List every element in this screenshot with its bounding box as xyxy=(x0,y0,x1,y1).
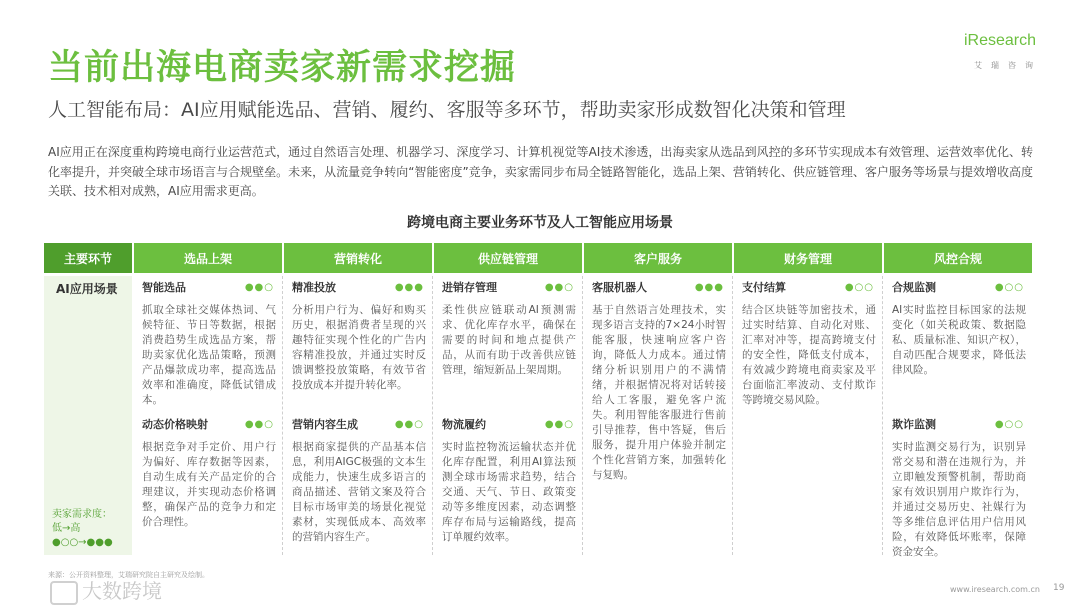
scenario-cell xyxy=(292,279,426,393)
demand-label: 卖家需求度： xyxy=(52,509,112,520)
demand-dots: ●●● xyxy=(394,282,424,293)
scenario-text: 分析用户行为、偏好和购买历史，根据消费者呈现的兴趣特征实现个性化的广告内容精准投放，并通过实时反馈调整投放策略，有效节省投放成本并提升转化率。 xyxy=(292,304,426,391)
demand-dots: ●○○→●●● xyxy=(52,537,113,548)
scenario-cell xyxy=(742,279,876,408)
scenario-title: 智能选品 xyxy=(142,281,186,294)
scenario-title: 客服机器人 xyxy=(592,281,647,294)
scenario-title: 物流履约 xyxy=(442,418,486,431)
column-customer-service xyxy=(584,276,733,555)
scenario-text: 基于自然语言处理技术，实现多语言支持的7×24小时智能客服，快速响应客户咨询，降低人力成本。通过情绪分析识别用户的不满情绪，并根据情况将对话转接给人工客服，避免客户流失。利用智能客服进行售前引导推荐，售中答疑，售后服务，提升用户体验并制定个性化营销方案，加强转化与复购。 xyxy=(592,304,726,481)
demand-dots: ●●○ xyxy=(544,419,574,430)
column-marketing xyxy=(284,276,433,555)
scenario-cell xyxy=(292,416,426,545)
page-title: 当前出海电商卖家新需求挖掘 xyxy=(48,48,517,88)
column-risk-compliance xyxy=(884,276,1032,558)
scenario-title: 动态价格映射 xyxy=(142,418,208,431)
table-title: 跨境电商主要业务环节及人工智能应用场景 xyxy=(407,215,673,231)
watermark-logo-icon xyxy=(50,581,78,605)
demand-dots: ●○○ xyxy=(994,419,1024,430)
header-col-3: 供应链管理 xyxy=(434,243,582,273)
watermark-text: 大数跨境 xyxy=(82,579,162,603)
demand-legend xyxy=(52,508,113,550)
column-finance xyxy=(734,276,883,555)
scenario-table xyxy=(44,243,1032,558)
demand-dots: ●○○ xyxy=(994,282,1024,293)
demand-dots: ●●● xyxy=(694,282,724,293)
scenario-text: 根据竞争对手定价、用户行为偏好、库存数据等因素，自动生成有关产品定价的合理建议，并实现动态价格调整，确保产品的竞争力和定价合理性。 xyxy=(142,441,276,528)
header-col-4: 客户服务 xyxy=(584,243,732,273)
scenario-cell xyxy=(442,416,576,545)
header-col-1: 选品上架 xyxy=(134,243,282,273)
demand-scale: 低→高 xyxy=(52,523,81,534)
row-label-cell xyxy=(44,276,132,555)
header-col-2: 营销转化 xyxy=(284,243,432,273)
scenario-text: 结合区块链等加密技术，通过实时结算、自动化对账、汇率对冲等，提高跨境支付的安全性，降低支付成本，有效减少跨境电商卖家及平台面临汇率波动、支付欺诈等跨境交易风险。 xyxy=(742,304,876,406)
footer-url: www.iresearch.com.cn xyxy=(950,585,1040,594)
scenario-title: 精准投放 xyxy=(292,281,336,294)
scenario-title: 欺诈监测 xyxy=(892,418,936,431)
scenario-text: AI实时监控目标国家的法规变化（如关税政策、数据隐私、质量标准、知识产权），自动匹配合规要求，降低法律风险。 xyxy=(892,304,1026,376)
page-number: 19 xyxy=(1053,583,1065,593)
scenario-cell xyxy=(442,279,576,378)
scenario-title: 进销存管理 xyxy=(442,281,497,294)
demand-dots: ●●○ xyxy=(244,282,274,293)
scenario-cell xyxy=(892,279,1026,378)
intro-paragraph: AI应用正在深度重构跨境电商行业运营范式，通过自然语言处理、机器学习、深度学习、计算机视觉等AI技术渗透，出海卖家从选品到风控的多环节实现成本有效管理、运营效率优化、转化率提升，并突破全球市场语言与合规壁垒。未来，从流量竞争转向“智能密度”竞争，卖家需同步布局全链路智能化，选品上架、营销转化、供应链管理、客户服务等场景与提效增收高度关联、技术相对成熟，AI应用需求更高。 xyxy=(48,145,1033,198)
scenario-title: 营销内容生成 xyxy=(292,418,358,431)
scenario-cell xyxy=(592,279,726,483)
scenario-text: 实时监控物流运输状态并优化库存配置，利用AI算法预测全球市场需求趋势，结合交通、天气、节日、政策变动等多维度因素，动态调整库存布局与运输路线，提高订单履约效率。 xyxy=(442,441,576,543)
column-supply-chain xyxy=(434,276,583,555)
watermark xyxy=(50,575,162,605)
logo-cn: 艾瑞咨询 xyxy=(974,61,1042,70)
scenario-title: 支付结算 xyxy=(742,281,786,294)
scenario-title: 合规监测 xyxy=(892,281,936,294)
header-col-6: 风控合规 xyxy=(884,243,1032,273)
scenario-cell xyxy=(142,416,276,530)
scenario-text: 实时监测交易行为，识别异常交易和潜在违规行为，并立即触发预警机制，帮助商家有效识别用户欺诈行为，并通过交易历史、社媒行为等多维信息评估用户信用风险，有效降低坏账率，保障资金安全。 xyxy=(892,441,1026,558)
demand-dots: ●●○ xyxy=(244,419,274,430)
header-main-link: 主要环节 xyxy=(44,243,132,273)
demand-dots: ●●○ xyxy=(544,282,574,293)
row-label: AI应用场景 xyxy=(56,282,118,296)
logo-word: iResearch xyxy=(964,32,1037,49)
scenario-text: 抓取全球社交媒体热词、气候特征、节日等数据，根据消费趋势生成选品方案，帮助卖家优化选品策略，预测产品爆款成功率，提高选品效率和准确度，降低试错成本。 xyxy=(142,304,276,406)
scenario-cell xyxy=(892,416,1026,560)
source-note: 来源：公开资料整理，艾瑞研究院自主研究及绘制。 xyxy=(48,571,209,579)
column-product-selection xyxy=(134,276,283,555)
iresearch-logo xyxy=(962,32,1058,72)
scenario-cell xyxy=(142,279,276,408)
scenario-text: 柔性供应链联动AI预测需求、优化库存水平，确保在需要的时间和地点提供产品，从而有助于改善供应链管理，缩短新品上架周期。 xyxy=(442,304,576,376)
page-subtitle: 人工智能布局：AI应用赋能选品、营销、履约、客服等多环节，帮助卖家形成数智化决策和管理 xyxy=(48,99,846,121)
scenario-text: 根据商家提供的产品基本信息，利用AIGC极强的文本生成能力，快速生成多语言的商品描述、营销文案及符合目标市场审美的场景化视觉素材，实现低成本、高效率的营销内容生产。 xyxy=(292,441,426,543)
demand-dots: ●○○ xyxy=(844,282,874,293)
demand-dots: ●●○ xyxy=(394,419,424,430)
header-col-5: 财务管理 xyxy=(734,243,882,273)
